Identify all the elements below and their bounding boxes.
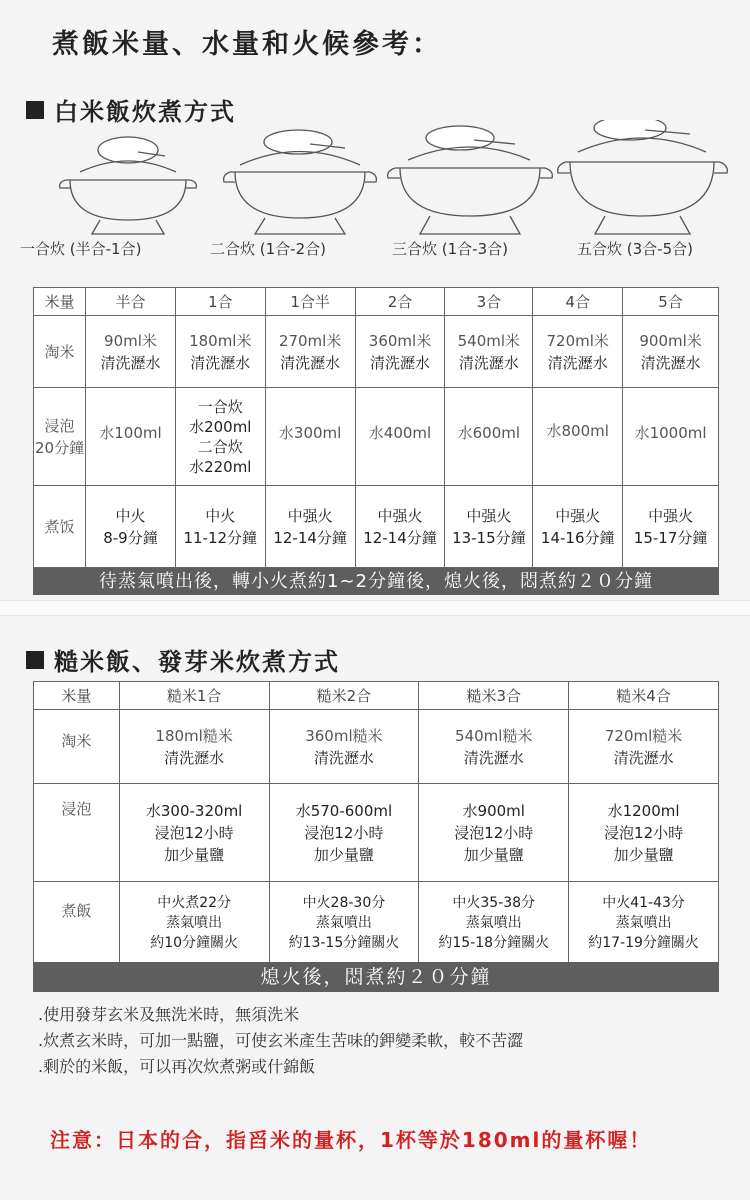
clay-pot-illustrations (30, 120, 730, 240)
table-cell: 180ml米 清洗瀝水 (175, 316, 265, 388)
table-cell: 中火 8-9分鐘 (86, 486, 176, 568)
table-cell: 中火41-43分 蒸氣噴出 約17-19分鐘關火 (569, 882, 719, 964)
note-item: .炊煮玄米時，可加一點鹽，可使玄米產生苦味的鉀變柔軟，較不苦澀 (38, 1031, 524, 1050)
brown-rice-banner: 熄火後，悶煮約２０分鐘 (33, 962, 719, 992)
square-bullet-icon (26, 651, 44, 669)
pot-label-3: 三合炊 (1合-3合) (392, 240, 508, 258)
table-cell: 360ml米 清洗瀝水 (355, 316, 445, 388)
table-cell: 540ml糙米 清洗瀝水 (419, 710, 569, 784)
row-label-soak: 浸泡 (34, 784, 120, 882)
header-cell: 糙米4合 (569, 682, 719, 710)
brown-rice-table (33, 681, 719, 964)
table-row (34, 486, 719, 568)
table-cell: 180ml糙米 清洗瀝水 (119, 710, 269, 784)
table-row (34, 784, 719, 882)
table-cell: 一合炊 水200ml 二合炊 水220ml (175, 388, 265, 486)
table-cell: 中火煮22分 蒸氣噴出 約10分鐘關火 (119, 882, 269, 964)
table-row (34, 710, 719, 784)
note-item: .剩於的米飯，可以再次炊煮粥或什錦飯 (38, 1057, 316, 1076)
table-cell: 中强火 14-16分鐘 (533, 486, 623, 568)
pot-label-4: 五合炊 (3合-5合) (577, 240, 693, 258)
table-row (34, 388, 719, 486)
table-cell: 水600ml (445, 388, 533, 486)
header-cell: 1合半 (265, 288, 355, 316)
header-cell: 糙米2合 (269, 682, 419, 710)
table-cell: 720ml米 清洗瀝水 (533, 316, 623, 388)
table-cell: 270ml米 清洗瀝水 (265, 316, 355, 388)
table-row (34, 882, 719, 964)
section1-heading-text: 白米飯炊煮方式 (54, 98, 236, 126)
table-cell: 540ml米 清洗瀝水 (445, 316, 533, 388)
pot-3-icon (388, 126, 553, 234)
square-bullet-icon (26, 101, 44, 119)
row-label-wash: 淘米 (34, 316, 86, 388)
row-label-cook: 煮飯 (34, 882, 120, 964)
pot-2-icon (224, 130, 377, 234)
header-cell: 4合 (533, 288, 623, 316)
table-cell: 720ml糙米 清洗瀝水 (569, 710, 719, 784)
table-cell: 360ml糙米 清洗瀝水 (269, 710, 419, 784)
pot-label-1: 一合炊 (半合-1合) (20, 240, 142, 258)
row-label-wash: 淘米 (34, 710, 120, 784)
pot-4-icon (558, 120, 728, 234)
row-label-soak: 浸泡 20分鐘 (34, 388, 86, 486)
table-cell: 中强火 13-15分鐘 (445, 486, 533, 568)
table-cell: 中强火 12-14分鐘 (265, 486, 355, 568)
table-cell: 中火35-38分 蒸氣噴出 約15-18分鐘關火 (419, 882, 569, 964)
table-cell: 中火28-30分 蒸氣噴出 約13-15分鐘關火 (269, 882, 419, 964)
row-label-cook: 煮饭 (34, 486, 86, 568)
note-item: .使用發芽玄米及無洗米時，無須洗米 (38, 1005, 300, 1024)
header-cell: 米量 (34, 288, 86, 316)
table-header-row (34, 288, 719, 316)
header-cell: 2合 (355, 288, 445, 316)
header-cell: 3合 (445, 288, 533, 316)
pot-labels (20, 238, 740, 259)
white-rice-banner: 待蒸氣噴出後，轉小火煮約1~2分鐘後，熄火後，悶煮約２０分鐘 (33, 568, 719, 595)
table-cell: 90ml米 清洗瀝水 (86, 316, 176, 388)
table-cell: 900ml米 清洗瀝水 (623, 316, 719, 388)
pot-label-2: 二合炊 (1合-2合) (210, 240, 326, 258)
table-cell: 水570-600ml 浸泡12小時 加少量鹽 (269, 784, 419, 882)
section-divider (0, 600, 750, 616)
header-cell: 半合 (86, 288, 176, 316)
section2-heading (26, 642, 340, 677)
pot-1-icon (60, 137, 197, 234)
table-header-row (34, 682, 719, 710)
table-cell: 水300-320ml 浸泡12小時 加少量鹽 (119, 784, 269, 882)
header-cell: 5合 (623, 288, 719, 316)
white-rice-table (33, 287, 719, 568)
table-cell: 水400ml (355, 388, 445, 486)
header-cell: 糙米3合 (419, 682, 569, 710)
table-row (34, 316, 719, 388)
table-cell: 水100ml (86, 388, 176, 486)
header-cell: 1合 (175, 288, 265, 316)
table-cell: 水1000ml (623, 388, 719, 486)
header-cell: 糙米1合 (119, 682, 269, 710)
warning-note: 注意：日本的合，指舀米的量杯，1杯等於180ml的量杯喔！ (50, 1128, 652, 1152)
table-cell: 中强火 15-17分鐘 (623, 486, 719, 568)
table-cell: 水800ml (533, 388, 623, 486)
section2-heading-text: 糙米飯、發芽米炊煮方式 (54, 648, 340, 676)
table-cell: 水1200ml 浸泡12小時 加少量鹽 (569, 784, 719, 882)
table-cell: 中强火 12-14分鐘 (355, 486, 445, 568)
table-cell: 中火 11-12分鐘 (175, 486, 265, 568)
notes-list (38, 1002, 523, 1080)
header-cell: 米量 (34, 682, 120, 710)
page-title: 煮飯米量、水量和火候參考： (52, 29, 442, 60)
table-cell: 水900ml 浸泡12小時 加少量鹽 (419, 784, 569, 882)
table-cell: 水300ml (265, 388, 355, 486)
